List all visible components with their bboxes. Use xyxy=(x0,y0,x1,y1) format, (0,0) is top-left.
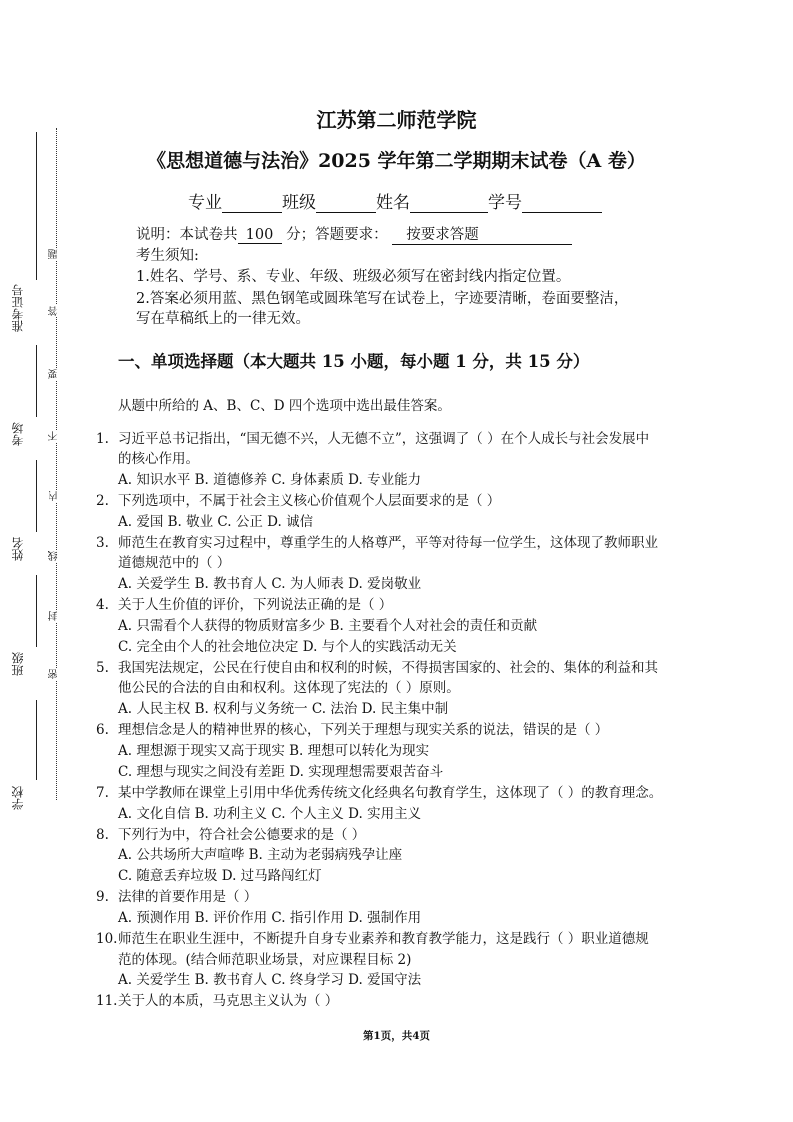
student-info-row xyxy=(188,188,602,213)
question-9 xyxy=(96,885,257,905)
question-3 xyxy=(96,531,658,551)
question-options: C. 完全由个人的社会地位决定 D. 与个人的实践活动无关 xyxy=(118,639,457,655)
sidebar-admission-label: 准考证号 xyxy=(11,284,25,332)
seal-dotted-line xyxy=(56,128,57,800)
question-options: A. 关爱学生 B. 教书育人 C. 终身学习 D. 爱国守法 xyxy=(118,972,422,988)
question-number: 9. xyxy=(96,889,109,905)
sidebar-name-label: 姓名 xyxy=(11,537,25,561)
total-score: 100 xyxy=(238,227,282,244)
question-stem: 下列行为中，符合社会公德要求的是（ ） xyxy=(118,827,366,843)
question-stem: 法律的首要作用是（ ） xyxy=(118,889,258,905)
question-number: 10. xyxy=(96,931,118,947)
question-options: A. 理想源于现实又高于现实 B. 理想可以转化为现实 xyxy=(118,743,430,759)
question-stem-cont: 他公民的合法的自由和权利。这体现了宪法的（ ）原则。 xyxy=(118,680,460,696)
question-number: 11. xyxy=(96,993,118,1009)
seal-char: 密 xyxy=(49,669,60,679)
seal-char: 不 xyxy=(49,431,60,441)
question-options: A. 关爱学生 B. 教书育人 C. 为人师表 D. 爱岗敬业 xyxy=(118,576,422,592)
question-stem: 理想信念是人的精神世界的核心，下列关于理想与现实关系的说法，错误的是（ ） xyxy=(118,722,609,738)
question-7 xyxy=(96,781,662,801)
question-stem: 习近平总书记指出，“国无德不兴，人无德不立”，这强调了（ ）在个人成长与社会发展中 xyxy=(118,431,650,447)
exam-room-line xyxy=(36,345,37,417)
student-id-field[interactable] xyxy=(522,196,602,213)
question-number: 3. xyxy=(96,535,109,551)
instructions-prefix: 说明：本试卷共 xyxy=(136,227,238,243)
question-2 xyxy=(96,489,500,509)
seal-char: 要 xyxy=(49,369,60,379)
question-options: A. 爱国 B. 敬业 C. 公正 D. 诚信 xyxy=(118,514,314,530)
seal-char: 线 xyxy=(49,551,60,561)
sidebar-class-label: 班级 xyxy=(11,652,25,676)
question-stem: 某中学教师在课堂上引用中华优秀传统文化经典名句教育学生，这体现了（ ）的教育理念。 xyxy=(118,785,663,801)
sidebar-school-label: 学校 xyxy=(11,786,25,810)
question-options: A. 预测作用 B. 评价作用 C. 指引作用 D. 强制作用 xyxy=(118,910,422,926)
major-label: 专业 xyxy=(188,193,222,213)
question-6 xyxy=(96,718,608,738)
class-field[interactable] xyxy=(316,196,376,213)
question-number: 1. xyxy=(96,431,109,447)
question-stem: 关于人生价值的评价，下列说法正确的是（ ） xyxy=(118,597,393,613)
section-title: 一、单项选择题（本大题共 15 小题，每小题 1 分，共 15 分） xyxy=(118,352,590,371)
notice-rule-2-cont: 写在草稿纸上的一律无效。 xyxy=(136,311,310,327)
question-8 xyxy=(96,823,365,843)
answer-requirement: 按要求答题 xyxy=(392,223,572,245)
seal-char: 封 xyxy=(49,611,60,621)
name-field[interactable] xyxy=(410,196,488,213)
class-label: 班级 xyxy=(282,193,316,213)
question-10 xyxy=(96,927,649,947)
question-options: C. 随意丢弃垃圾 D. 过马路闯红灯 xyxy=(118,868,322,884)
seal-char: 题 xyxy=(49,249,60,259)
question-number: 5. xyxy=(96,660,109,676)
question-1 xyxy=(96,427,649,447)
question-stem: 师范生在教育实习过程中，尊重学生的人格尊严，平等对待每一位学生，这体现了教师职业 xyxy=(118,535,658,551)
question-stem-cont: 范的体现。(结合师范职业场景，对应课程目标 2) xyxy=(118,952,412,968)
notice-rule-1: 1.姓名、学号、系、专业、年级、班级必须写在密封线内指定位置。 xyxy=(136,269,571,285)
question-number: 6. xyxy=(96,722,109,738)
question-stem-cont: 的核心作用。 xyxy=(118,451,199,467)
question-number: 8. xyxy=(96,827,109,843)
name-line xyxy=(36,460,37,532)
question-stem: 师范生在职业生涯中，不断提升自身专业素养和教育教学能力，这是践行（ ）职业道德规 xyxy=(118,931,649,947)
question-number: 7. xyxy=(96,785,109,801)
question-options: A. 人民主权 B. 权利与义务统一 C. 法治 D. 民主集中制 xyxy=(118,701,449,717)
question-number: 4. xyxy=(96,597,109,613)
question-number: 2. xyxy=(96,493,109,509)
exam-title: 《思想道德与法治》2025 学年第二学期期末试卷（A 卷） xyxy=(147,150,646,172)
class-line xyxy=(36,575,37,647)
score-suffix: 分；答题要求： xyxy=(286,227,388,243)
sidebar-exam-room-label: 考场 xyxy=(11,422,25,446)
name-label: 姓名 xyxy=(376,193,410,213)
question-stem-cont: 道德规范中的（ ） xyxy=(118,555,231,571)
notice-title: 考生须知: xyxy=(136,248,199,264)
notice-rule-2: 2.答案必须用蓝、黑色钢笔或圆珠笔写在试卷上，字迹要清晰，卷面要整洁， xyxy=(136,291,629,307)
question-stem: 我国宪法规定，公民在行使自由和权利的时候，不得损害国家的、社会的、集体的利益和其 xyxy=(118,660,658,676)
question-options: A. 公共场所大声喧哗 B. 主动为老弱病残孕让座 xyxy=(118,847,403,863)
question-stem: 关于人的本质，马克思主义认为（ ） xyxy=(118,993,339,1009)
question-options: A. 只需看个人获得的物质财富多少 B. 主要看个人对社会的责任和贡献 xyxy=(118,618,538,634)
question-4 xyxy=(96,593,392,613)
school-line xyxy=(36,700,37,780)
section-intro: 从题中所给的 A、B、C、D 四个选项中选出最佳答案。 xyxy=(118,398,451,414)
question-options: A. 文化自信 B. 功利主义 C. 个人主义 D. 实用主义 xyxy=(118,806,422,822)
question-11 xyxy=(96,989,338,1009)
major-field[interactable] xyxy=(222,196,282,213)
student-id-label: 学号 xyxy=(488,193,522,213)
question-5 xyxy=(96,656,658,676)
instructions-line xyxy=(136,223,572,245)
school-name: 江苏第二师范学院 xyxy=(316,108,477,132)
question-stem: 下列选项中，不属于社会主义核心价值观个人层面要求的是（ ） xyxy=(118,493,501,509)
seal-char: 内 xyxy=(49,491,60,501)
seal-char: 答 xyxy=(49,306,60,316)
page-number: 第1页，共4页 xyxy=(362,1030,431,1042)
question-options: A. 知识水平 B. 道德修养 C. 身体素质 D. 专业能力 xyxy=(118,472,422,488)
question-options: C. 理想与现实之间没有差距 D. 实现理想需要艰苦奋斗 xyxy=(118,764,444,780)
